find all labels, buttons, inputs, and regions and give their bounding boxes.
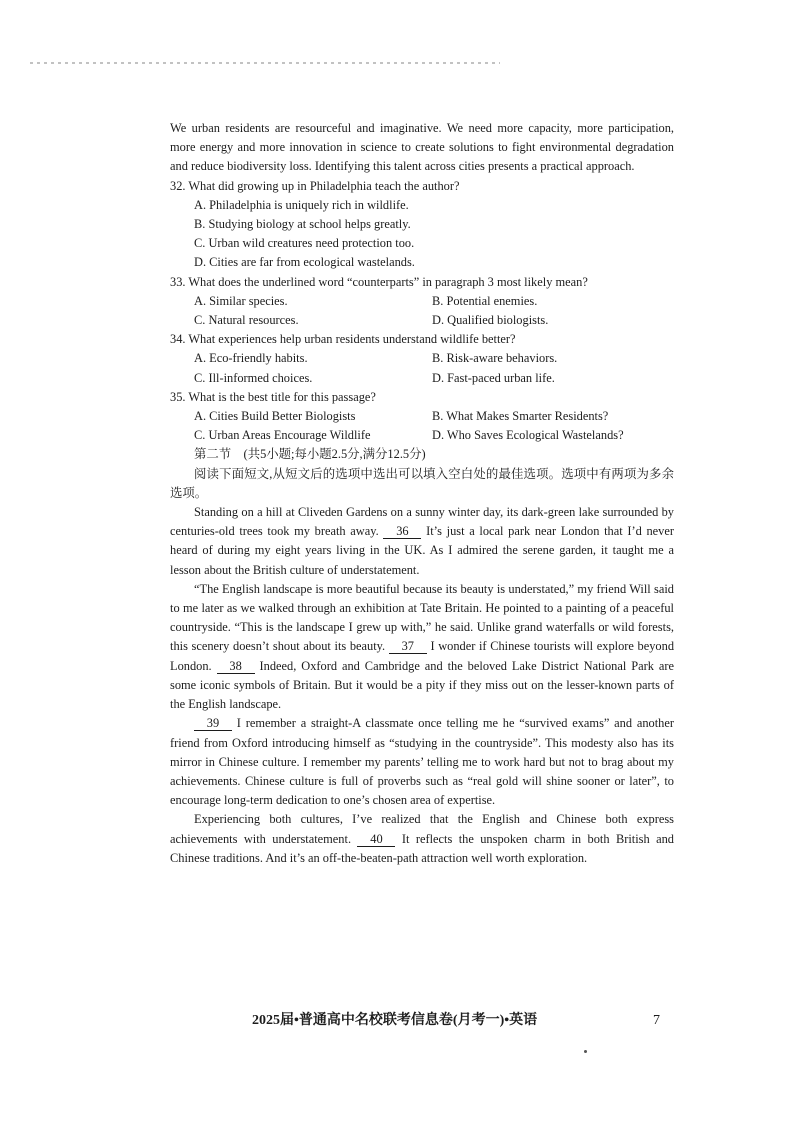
option-c: C. Urban wild creatures need protection too. — [194, 236, 415, 251]
option-b: B. What Makes Smarter Residents? — [432, 409, 609, 424]
option-grid — [194, 349, 674, 387]
blank-38[interactable]: 38 — [217, 659, 255, 674]
passage-paragraph-1 — [170, 503, 674, 580]
option-c: C. Ill-informed choices. — [194, 370, 313, 385]
paragraph-text: “The English landscape is more beautiful because its beauty is understated,” my friend Will said to me later as we walked through an exhibition at Tate Britain. He pointed to a painting of a peaceful countryside. “This is the landscape I grew up with,” he said. Unlike grand waterfalls or wild forests, this scenery doesn’t shout about its beauty. — [170, 581, 674, 654]
exam-title: 2025届•普通高中名校联考信息卷(月考一)•英语 — [252, 1013, 538, 1028]
page-number: 7 — [653, 1013, 660, 1028]
section-2-instructions: 阅读下面短文,从短文后的选项中选出可以填入空白处的最佳选项。选项中有两项为多余选项。 — [170, 466, 674, 500]
section-2-header: 第二节 (共5小题;每小题2.5分,满分12.5分) — [194, 447, 426, 462]
question-32 — [170, 177, 674, 273]
option-c: C. Urban Areas Encourage Wildlife — [194, 428, 371, 443]
option-d: D. Cities are far from ecological wastelands. — [194, 255, 415, 270]
option-b: B. Risk-aware behaviors. — [432, 351, 558, 366]
option-a: A. Cities Build Better Biologists — [194, 409, 356, 424]
option-a: A. Philadelphia is uniquely rich in wildlife. — [194, 197, 409, 212]
passage-c-ending: We urban residents are resourceful and imaginative. We need more capacity, more participation, more energy and more innovation in science to create solutions to fight environmental degradation and reduce biodiversity loss. Identifying this talent across cities presents a practical approach. — [170, 121, 674, 174]
question-34 — [170, 330, 674, 388]
blank-40[interactable]: 40 — [357, 832, 395, 847]
paragraph-text: Standing on a hill at Cliveden Gardens on a sunny winter day, its dark-green lake surrounded by centuries-old trees took my breath away. — [170, 505, 674, 539]
paragraph-text: Experiencing both cultures, I’ve realized that the English and Chinese both express achievements with understatement. — [170, 812, 674, 846]
passage-paragraph-2 — [170, 580, 674, 714]
blank-36[interactable]: 36 — [383, 524, 421, 539]
passage-paragraph-4 — [170, 810, 674, 868]
passage-paragraph-3 — [170, 714, 674, 810]
paragraph-text: It reflects the unspoken charm in both British and Chinese traditions. And it’s an off-the-beaten-path attraction well worth exploration. — [170, 831, 674, 865]
exam-page-content — [170, 119, 674, 868]
paragraph-text: I wonder if Chinese tourists will explore beyond London. — [170, 639, 675, 673]
scan-artifact-line — [30, 62, 500, 64]
question-stem: 33. What does the underlined word “counterparts” in paragraph 3 most likely mean? — [170, 274, 588, 289]
blank-39[interactable]: 39 — [194, 716, 232, 731]
question-stem: 34. What experiences help urban residents understand wildlife better? — [170, 332, 516, 347]
paragraph-text: I remember a straight-A classmate once telling me he “survived exams” and another friend from Oxford introducing himself as “studying in the countryside”. This modesty also has its mirror in Chinese culture. I remember my parents’ telling me to work hard but not to brag about my achievements. Chinese culture is full of proverbs such as “real gold will shine sooner or later”, to encourage long-term dedication to one’s chosen area of expertise. — [170, 716, 674, 808]
option-d: D. Qualified biologists. — [432, 313, 549, 328]
option-b: B. Potential enemies. — [432, 293, 538, 308]
scan-dot — [584, 1050, 587, 1053]
paragraph-text: Indeed, Oxford and Cambridge and the beloved Lake District National Park are some iconic symbols of Britain. But it would be a pity if they miss out on the lesser-known parts of the English landscape. — [170, 658, 674, 712]
option-grid — [194, 292, 674, 330]
question-stem: 35. What is the best title for this passage? — [170, 389, 376, 404]
option-c: C. Natural resources. — [194, 313, 299, 328]
option-d: D. Who Saves Ecological Wastelands? — [432, 428, 624, 443]
option-a: A. Eco-friendly habits. — [194, 351, 308, 366]
option-grid — [194, 407, 674, 445]
option-b: B. Studying biology at school helps greatly. — [194, 217, 411, 232]
blank-37[interactable]: 37 — [389, 639, 427, 654]
option-list — [170, 196, 674, 273]
option-a: A. Similar species. — [194, 293, 288, 308]
paragraph-text: It’s just a local park near London that I’d never heard of during my eight years living in the UK. As I admired the serene garden, it taught me a lesson about the British culture of understatement. — [170, 524, 674, 577]
option-d: D. Fast-paced urban life. — [432, 370, 555, 385]
question-33 — [170, 273, 674, 331]
question-35 — [170, 388, 674, 446]
question-stem: 32. What did growing up in Philadelphia teach the author? — [170, 178, 460, 193]
